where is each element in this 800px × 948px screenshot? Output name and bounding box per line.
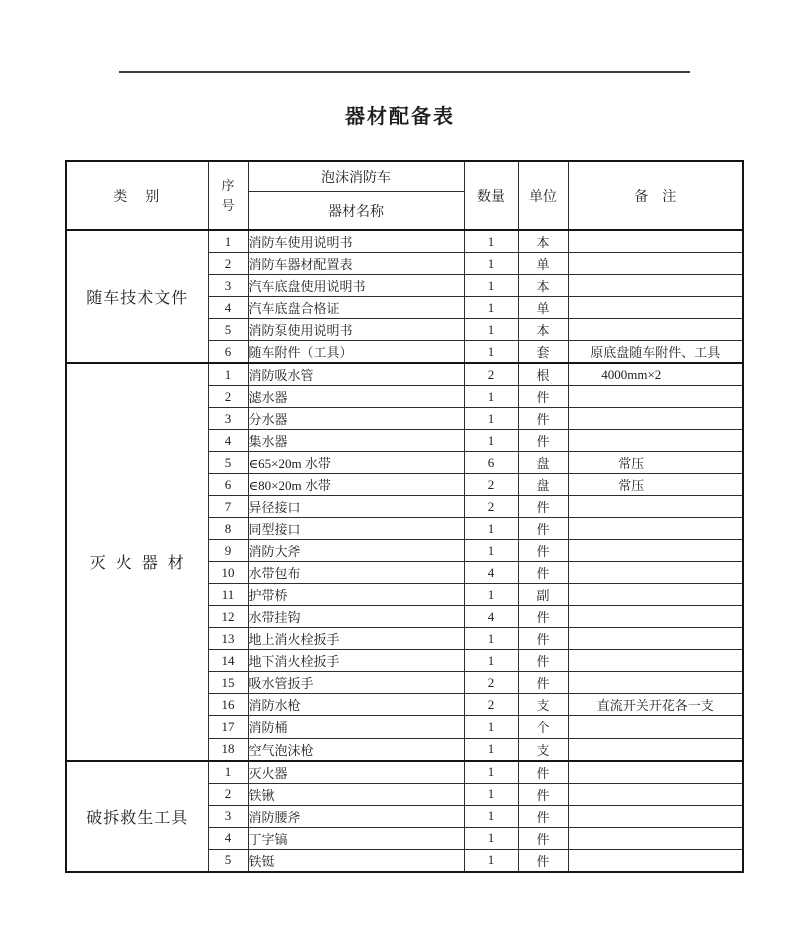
quantity-cell: 1: [464, 230, 518, 253]
quantity-cell: 1: [464, 738, 518, 761]
serial-cell: 2: [208, 253, 248, 275]
remark-cell: [568, 275, 743, 297]
name-cell: 消防吸水管: [248, 363, 464, 386]
remark-cell: [568, 584, 743, 606]
remark-cell: [568, 672, 743, 694]
unit-column-header: 单位: [518, 161, 568, 230]
remark-cell: [568, 253, 743, 275]
remark-cell: [568, 606, 743, 628]
serial-cell: 16: [208, 694, 248, 716]
quantity-cell: 1: [464, 297, 518, 319]
category-column-header: 类 别: [66, 161, 208, 230]
quantity-cell: 1: [464, 628, 518, 650]
name-cell: 地上消火栓扳手: [248, 628, 464, 650]
serial-cell: 5: [208, 319, 248, 341]
unit-cell: 副: [518, 584, 568, 606]
name-cell: 异径接口: [248, 496, 464, 518]
name-cell: 消防桶: [248, 716, 464, 738]
unit-cell: 件: [518, 540, 568, 562]
serial-cell: 1: [208, 761, 248, 784]
remark-cell: [568, 540, 743, 562]
quantity-cell: 1: [464, 253, 518, 275]
remark-cell: [568, 827, 743, 849]
name-cell: 空气泡沫枪: [248, 738, 464, 761]
header-row: [66, 161, 743, 230]
category-cell: 破拆救生工具: [66, 761, 208, 872]
serial-cell: 17: [208, 716, 248, 738]
serial-column-header: [208, 161, 248, 230]
serial-cell: 18: [208, 738, 248, 761]
serial-cell: 5: [208, 452, 248, 474]
serial-cell: 6: [208, 474, 248, 496]
serial-cell: 11: [208, 584, 248, 606]
quantity-cell: 1: [464, 584, 518, 606]
name-cell: 消防泵使用说明书: [248, 319, 464, 341]
remark-cell: [568, 319, 743, 341]
serial-cell: 4: [208, 430, 248, 452]
serial-cell: 3: [208, 408, 248, 430]
category-cell: 随车技术文件: [66, 230, 208, 363]
name-column-header: [248, 161, 464, 230]
unit-cell: 本: [518, 275, 568, 297]
remark-cell: [568, 496, 743, 518]
equipment-table-body: [66, 230, 743, 872]
name-cell: 水带包布: [248, 562, 464, 584]
remark-cell: [568, 849, 743, 872]
unit-cell: 件: [518, 672, 568, 694]
remark-cell: [568, 230, 743, 253]
quantity-cell: 1: [464, 408, 518, 430]
unit-cell: 件: [518, 650, 568, 672]
serial-cell: 14: [208, 650, 248, 672]
unit-cell: 支: [518, 738, 568, 761]
remark-cell: 4000mm×2: [568, 363, 743, 386]
quantity-cell: 1: [464, 275, 518, 297]
name-cell: 消防车器材配置表: [248, 253, 464, 275]
remark-cell: 原底盘随车附件、工具: [568, 341, 743, 364]
remark-cell: [568, 386, 743, 408]
serial-cell: 2: [208, 783, 248, 805]
unit-cell: 件: [518, 761, 568, 784]
name-cell: 地下消火栓扳手: [248, 650, 464, 672]
name-cell: 护带桥: [248, 584, 464, 606]
vehicle-type-header: 泡沫消防车: [249, 162, 464, 192]
remark-cell: [568, 783, 743, 805]
serial-cell: 2: [208, 386, 248, 408]
name-cell: 水带挂钩: [248, 606, 464, 628]
name-cell: 消防水枪: [248, 694, 464, 716]
quantity-cell: 2: [464, 474, 518, 496]
quantity-cell: 1: [464, 386, 518, 408]
quantity-cell: 2: [464, 363, 518, 386]
unit-cell: 件: [518, 562, 568, 584]
name-cell: 消防腰斧: [248, 805, 464, 827]
equipment-table-header: [66, 161, 743, 230]
equipment-name-header: 器材名称: [328, 204, 384, 220]
category-cell: 灭 火 器 材: [66, 363, 208, 760]
name-cell: 铁铤: [248, 849, 464, 872]
remark-cell: [568, 408, 743, 430]
unit-cell: 本: [518, 319, 568, 341]
serial-cell: 1: [208, 230, 248, 253]
table-row: [66, 363, 743, 386]
unit-cell: 个: [518, 716, 568, 738]
remark-column-header: 备 注: [568, 161, 743, 230]
remark-cell: [568, 716, 743, 738]
unit-cell: 盘: [518, 474, 568, 496]
remark-cell: [568, 738, 743, 761]
serial-cell: 10: [208, 562, 248, 584]
page-header-rule: [119, 71, 690, 73]
serial-cell: 9: [208, 540, 248, 562]
name-cell: 消防大斧: [248, 540, 464, 562]
quantity-column-header: 数量: [464, 161, 518, 230]
quantity-cell: 1: [464, 783, 518, 805]
page-title: 器材配备表: [345, 106, 455, 128]
unit-cell: 件: [518, 628, 568, 650]
quantity-cell: 1: [464, 540, 518, 562]
remark-cell: [568, 805, 743, 827]
name-cell: 分水器: [248, 408, 464, 430]
name-cell: 汽车底盘合格证: [248, 297, 464, 319]
quantity-cell: 1: [464, 518, 518, 540]
quantity-cell: 1: [464, 716, 518, 738]
unit-cell: 件: [518, 408, 568, 430]
name-cell: 汽车底盘使用说明书: [248, 275, 464, 297]
name-cell: 铁锹: [248, 783, 464, 805]
quantity-cell: 1: [464, 849, 518, 872]
quantity-cell: 1: [464, 827, 518, 849]
remark-cell: 常压: [568, 474, 743, 496]
name-cell: 吸水管扳手: [248, 672, 464, 694]
unit-cell: 件: [518, 496, 568, 518]
name-cell: ∈80×20m 水带: [248, 474, 464, 496]
quantity-cell: 2: [464, 694, 518, 716]
name-cell: 同型接口: [248, 518, 464, 540]
unit-cell: 单: [518, 297, 568, 319]
serial-cell: 12: [208, 606, 248, 628]
remark-cell: [568, 562, 743, 584]
unit-cell: 盘: [518, 452, 568, 474]
serial-cell: 6: [208, 341, 248, 364]
quantity-cell: 1: [464, 761, 518, 784]
unit-cell: 件: [518, 430, 568, 452]
remark-cell: 直流开关开花各一支: [568, 694, 743, 716]
name-cell: 消防车使用说明书: [248, 230, 464, 253]
name-cell: 滤水器: [248, 386, 464, 408]
unit-cell: 根: [518, 363, 568, 386]
remark-cell: [568, 430, 743, 452]
quantity-cell: 1: [464, 341, 518, 364]
serial-cell: 1: [208, 363, 248, 386]
name-cell: ∈65×20m 水带: [248, 452, 464, 474]
quantity-cell: 2: [464, 672, 518, 694]
quantity-cell: 4: [464, 606, 518, 628]
remark-cell: [568, 628, 743, 650]
unit-cell: 件: [518, 827, 568, 849]
quantity-cell: 1: [464, 805, 518, 827]
unit-cell: 件: [518, 783, 568, 805]
unit-cell: 件: [518, 805, 568, 827]
remark-cell: [568, 297, 743, 319]
remark-cell: 常压: [568, 452, 743, 474]
unit-cell: 支: [518, 694, 568, 716]
unit-cell: 件: [518, 849, 568, 872]
serial-cell: 3: [208, 805, 248, 827]
table-row: [66, 761, 743, 784]
table-row: [66, 230, 743, 253]
quantity-cell: 4: [464, 562, 518, 584]
name-cell: 灭火器: [248, 761, 464, 784]
serial-cell: 3: [208, 275, 248, 297]
quantity-cell: 1: [464, 319, 518, 341]
quantity-cell: 2: [464, 496, 518, 518]
serial-cell: 7: [208, 496, 248, 518]
name-cell: 集水器: [248, 430, 464, 452]
unit-cell: 本: [518, 230, 568, 253]
quantity-cell: 1: [464, 430, 518, 452]
serial-cell: 5: [208, 849, 248, 872]
quantity-cell: 1: [464, 650, 518, 672]
serial-cell: 4: [208, 827, 248, 849]
serial-header-label: 序号: [221, 178, 235, 213]
remark-cell: [568, 650, 743, 672]
serial-cell: 13: [208, 628, 248, 650]
unit-cell: 件: [518, 606, 568, 628]
name-cell: 丁字镐: [248, 827, 464, 849]
remark-cell: [568, 761, 743, 784]
name-cell: 随车附件（工具）: [248, 341, 464, 364]
equipment-table: [65, 160, 744, 873]
serial-cell: 8: [208, 518, 248, 540]
unit-cell: 件: [518, 386, 568, 408]
unit-cell: 单: [518, 253, 568, 275]
serial-cell: 4: [208, 297, 248, 319]
remark-cell: [568, 518, 743, 540]
quantity-cell: 6: [464, 452, 518, 474]
serial-cell: 15: [208, 672, 248, 694]
unit-cell: 套: [518, 341, 568, 364]
unit-cell: 件: [518, 518, 568, 540]
